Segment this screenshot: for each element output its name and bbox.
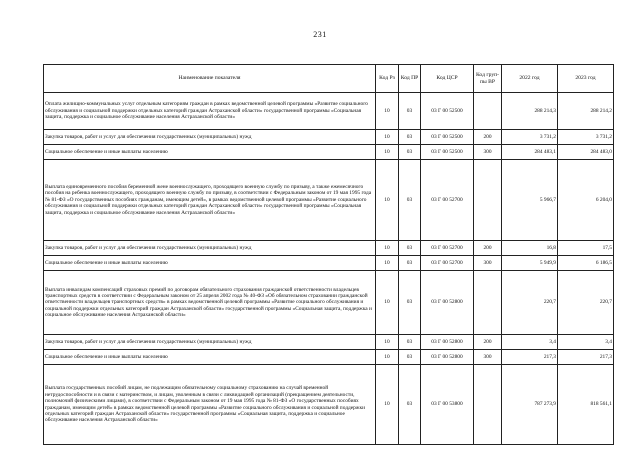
row-name: Выплата государственных пособий лицам, не подлежащим обязательному социальному страхованию на случай временной нетрудоспособности и в связи с материнством, и лицам, уволенным в связи с ликвидацией организаций (прекращением деятельности, полномочий физическими лицами), в соответствии с Федеральным законом от 19 мая 1995 года № 81-ФЗ «О государственных пособиях гражданам, имеющим детей» в рамках ведомственной целевой программы «Развитие социального обслуживания и социальной поддержки отдельных категорий граждан Астраханской области» государственной программы «Социальная защита, поддержка и социальное обслуживание населения Астраханской области» [44, 365, 376, 445]
row-code-rz: 10 [376, 365, 399, 445]
budget-table [43, 64, 614, 445]
table-row [44, 271, 614, 335]
row-code-rz: 10 [376, 241, 399, 256]
table-header-row [44, 65, 614, 93]
row-value-2022: 288 214,3 [502, 93, 558, 130]
row-value-2023: 3 731,2 [558, 130, 614, 145]
row-value-2023: 217,3 [558, 350, 614, 365]
row-value-2023: 288 214,2 [558, 93, 614, 130]
row-code-csr: 03 Г 00 52500 [421, 93, 474, 130]
row-value-2022: 3,4 [502, 335, 558, 350]
row-value-2022: 5 966,7 [502, 160, 558, 241]
row-code-vr: 200 [474, 241, 502, 256]
row-code-vr [474, 93, 502, 130]
row-name: Закупка товаров, работ и услуг для обеспечения государственных (муниципальных) нужд [44, 241, 376, 256]
row-value-2023: 6 186,5 [558, 256, 614, 271]
table-row [44, 350, 614, 365]
row-code-pr: 03 [399, 130, 421, 145]
row-code-vr [474, 365, 502, 445]
row-value-2023: 818 561,1 [558, 365, 614, 445]
table-row [44, 241, 614, 256]
row-code-csr: 03 Г 00 52800 [421, 335, 474, 350]
header-indicator-name: Наименование показателя [44, 65, 376, 93]
row-code-csr: 03 Г 00 52500 [421, 130, 474, 145]
row-code-rz: 10 [376, 256, 399, 271]
row-value-2023: 17,5 [558, 241, 614, 256]
row-code-rz: 10 [376, 350, 399, 365]
row-value-2022: 217,3 [502, 350, 558, 365]
row-name: Выплата инвалидам компенсаций страховых премий по договорам обязательного страхования гражданской ответственности владельцев транспортных средств в соответствии с Федеральным законом от 25 апреля 2002 года № 40-ФЗ «Об обязательном страховании гражданской ответственности владельцев транспортных средств» в рамках ведомственной целевой программы «Развитие социального обслуживания и социальной поддержки отдельных категорий граждан Астраханской области» государственной программы «Социальная защита, поддержка и социальное обслуживание населения Астраханской области» [44, 271, 376, 335]
header-year-2022: 2022 год [502, 65, 558, 93]
row-value-2022: 5 949,9 [502, 256, 558, 271]
table-row [44, 160, 614, 241]
table-row [44, 335, 614, 350]
row-code-vr: 200 [474, 130, 502, 145]
row-value-2022: 787 273,9 [502, 365, 558, 445]
row-code-rz: 10 [376, 130, 399, 145]
row-code-csr: 03 Г 00 52800 [421, 350, 474, 365]
row-code-pr: 03 [399, 241, 421, 256]
row-code-csr: 03 Г 00 52700 [421, 256, 474, 271]
row-code-vr [474, 271, 502, 335]
header-year-2023: 2023 год [558, 65, 614, 93]
row-code-pr: 03 [399, 93, 421, 130]
row-value-2023: 220,7 [558, 271, 614, 335]
row-name: Выплата единовременного пособия беременной жене военнослужащего, проходящего военную службу по призыву, а также ежемесячного пособия на ребенка военнослужащего, проходящего военную службу по призыву, в соответствии с Федеральным законом от 19 мая 1995 года № 81-ФЗ «О государственных пособиях гражданам, имеющим детей», в рамках ведомственной целевой программы «Развитие социального обслуживания и социальной поддержки отдельных категорий граждан Астраханской области» государственной программы «Социальная защита, поддержка и социальное обслуживание населения Астраханской области» [44, 160, 376, 241]
table-row [44, 130, 614, 145]
row-code-pr: 03 [399, 256, 421, 271]
row-name: Социальное обеспечение и иные выплаты населению [44, 256, 376, 271]
row-code-vr: 300 [474, 256, 502, 271]
row-code-rz: 10 [376, 93, 399, 130]
header-code-csr: Код ЦСР [421, 65, 474, 93]
row-code-rz: 10 [376, 160, 399, 241]
row-value-2022: 16,8 [502, 241, 558, 256]
row-code-csr: 03 Г 00 52800 [421, 271, 474, 335]
row-name: Закупка товаров, работ и услуг для обеспечения государственных (муниципальных) нужд [44, 130, 376, 145]
table-row [44, 93, 614, 130]
header-code-pr: Код ПР [399, 65, 421, 93]
row-code-rz: 10 [376, 335, 399, 350]
row-code-pr: 03 [399, 365, 421, 445]
table-row [44, 256, 614, 271]
row-code-pr: 03 [399, 145, 421, 160]
row-name: Социальное обеспечение и иные выплаты населению [44, 350, 376, 365]
row-code-rz: 10 [376, 145, 399, 160]
row-code-pr: 03 [399, 335, 421, 350]
row-code-pr: 03 [399, 350, 421, 365]
row-code-vr: 300 [474, 145, 502, 160]
row-code-vr: 200 [474, 335, 502, 350]
row-code-pr: 03 [399, 160, 421, 241]
row-value-2023: 3,4 [558, 335, 614, 350]
row-value-2023: 284 483,0 [558, 145, 614, 160]
header-code-rz: Код Рз [376, 65, 399, 93]
row-code-csr: 03 Г 00 53800 [421, 365, 474, 445]
row-name: Социальное обеспечение и иные выплаты населению [44, 145, 376, 160]
table-row [44, 365, 614, 445]
row-code-csr: 03 Г 00 52500 [421, 145, 474, 160]
table-row [44, 145, 614, 160]
row-value-2022: 220,7 [502, 271, 558, 335]
page-number: 231 [313, 30, 327, 39]
row-value-2022: 284 483,1 [502, 145, 558, 160]
row-code-csr: 03 Г 00 52700 [421, 241, 474, 256]
row-value-2022: 3 731,2 [502, 130, 558, 145]
row-code-csr: 03 Г 00 52700 [421, 160, 474, 241]
row-code-vr [474, 160, 502, 241]
row-name: Оплата жилищно-коммунальных услуг отдельным категориям граждан в рамках ведомственной целевой программы «Развитие социального обслуживания и социальной поддержки отдельных категорий граждан Астраханской области» государственной программы «Социальная защита, поддержка и социальное обслуживание населения Астраханской области» [44, 93, 376, 130]
row-code-vr: 300 [474, 350, 502, 365]
row-value-2023: 6 204,0 [558, 160, 614, 241]
row-code-pr: 03 [399, 271, 421, 335]
row-code-rz: 10 [376, 271, 399, 335]
row-name: Закупка товаров, работ и услуг для обеспечения государственных (муниципальных) нужд [44, 335, 376, 350]
header-code-vr: Код груп-пы ВР [474, 65, 502, 93]
